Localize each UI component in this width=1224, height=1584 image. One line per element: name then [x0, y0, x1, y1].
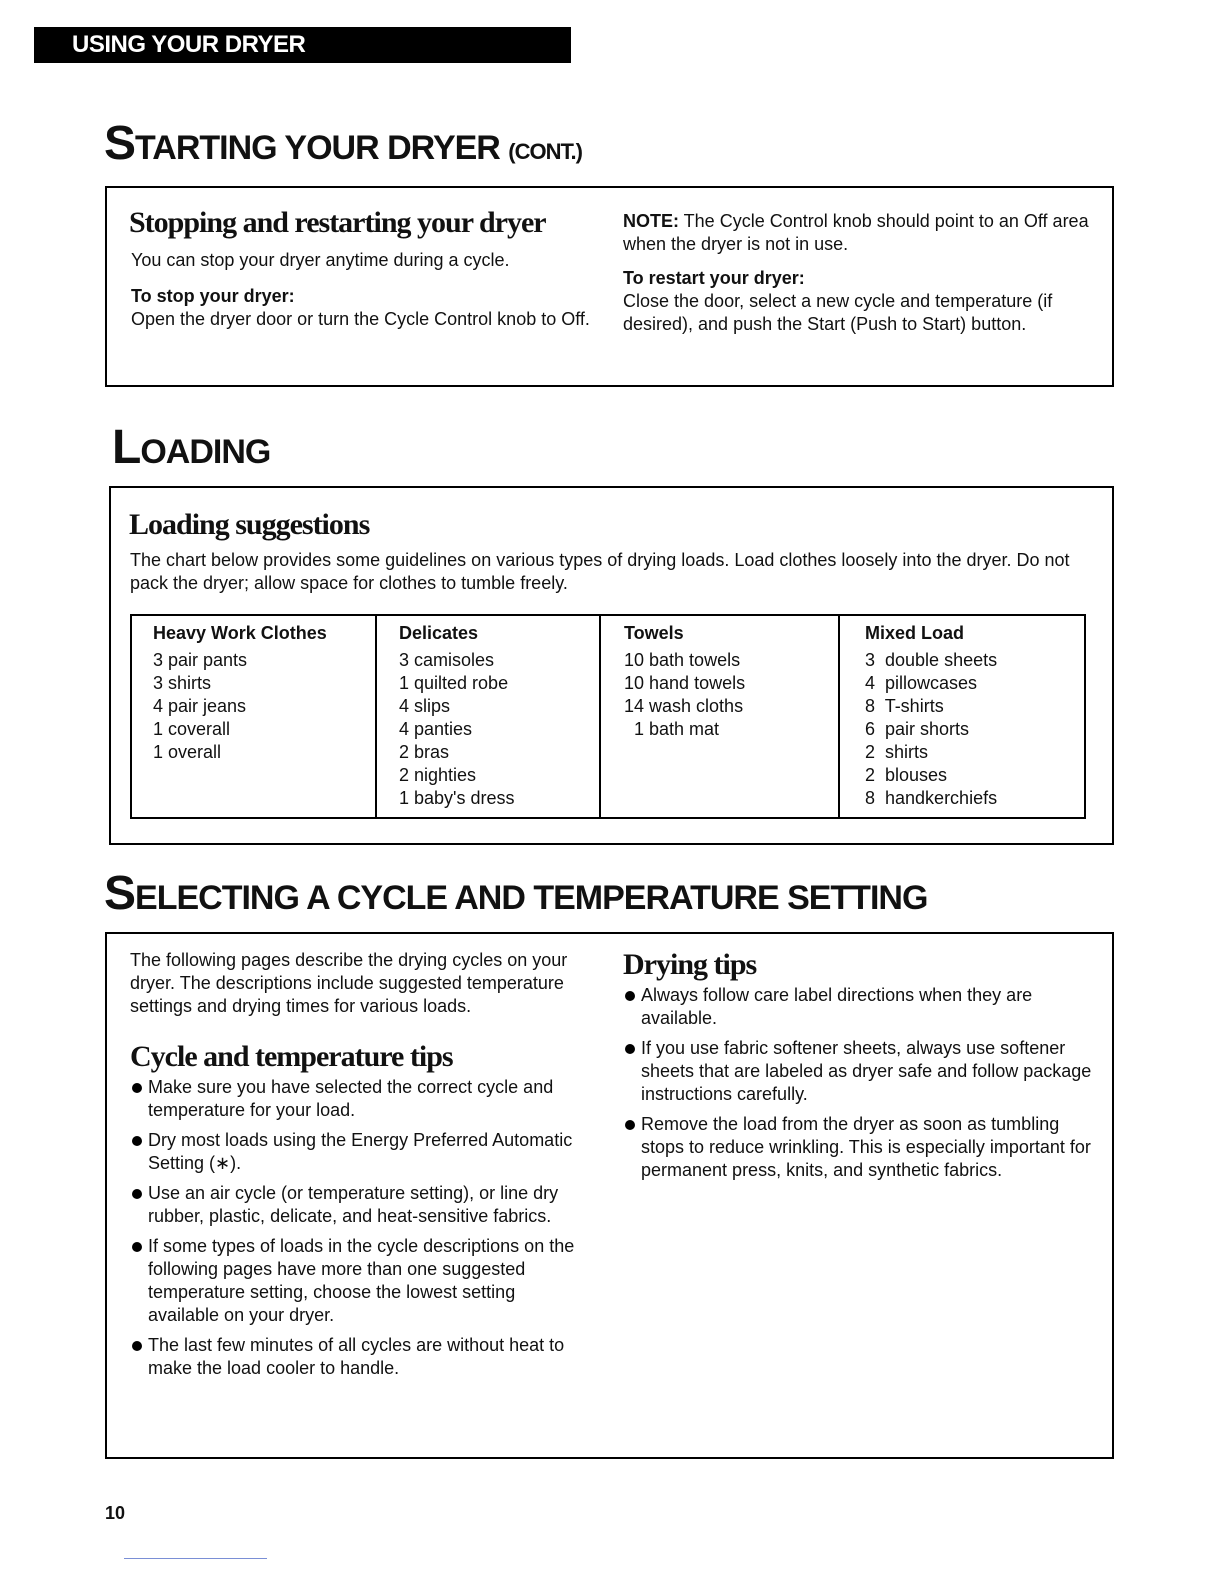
chart-column-delicates — [377, 616, 601, 817]
chart-item: 8 T-shirts — [865, 696, 944, 716]
restart-text: Close the door, select a new cycle and temperature (if desired), and push the Start (Push to Start) button. — [623, 291, 1053, 334]
chart-item: 2 bras — [399, 742, 450, 762]
selecting-box — [105, 932, 1114, 1459]
chart-item: 6 pair shorts — [865, 719, 970, 739]
stopping-left-column — [131, 249, 601, 331]
footer-divider — [124, 1558, 267, 1559]
chart-item: 3 camisoles — [399, 650, 495, 670]
chart-item: 1 overall — [153, 742, 222, 762]
chart-column-mixed-load — [840, 616, 1084, 817]
chart-item: 10 bath towels — [624, 650, 741, 670]
chart-item: 2 shirts — [865, 742, 929, 762]
page-number: 10 — [105, 1503, 126, 1523]
chart-item: 1 baby's dress — [399, 788, 515, 808]
cycle-tips-subhead: Cycle and temperature tips — [130, 1040, 453, 1073]
note-paragraph — [623, 210, 1093, 256]
stop-label: To stop your dryer: — [131, 286, 295, 306]
selecting-left-column — [130, 949, 590, 1387]
drying-tips-subhead: Drying tips — [623, 948, 757, 981]
list-item: If you use fabric softener sheets, always use softener sheets that are labeled as dryer safe and follow package instructions carefully. — [623, 1037, 1093, 1106]
chart-item: 3 pair pants — [153, 650, 248, 670]
drying-tips-list — [623, 984, 1093, 1182]
chart-item: 1 quilted robe — [399, 673, 509, 693]
loading-heading: LOADING — [112, 421, 271, 474]
chart-column-towels — [601, 616, 840, 817]
chart-item: 1 bath mat — [624, 719, 720, 739]
note-label: NOTE: — [623, 211, 679, 231]
stopping-box — [105, 186, 1114, 387]
stopping-intro: You can stop your dryer anytime during a cycle. — [131, 250, 510, 270]
list-item: Make sure you have selected the correct cycle and temperature for your load. — [130, 1076, 590, 1122]
stop-text: Open the dryer door or turn the Cycle Control knob to Off. — [131, 309, 590, 329]
chart-item: 3 shirts — [153, 673, 212, 693]
list-item: If some types of loads in the cycle descriptions on the following pages have more than one suggested temperature setting, choose the lowest setting available on your dryer. — [130, 1235, 590, 1327]
chart-item: 1 coverall — [153, 719, 231, 739]
chart-column-header: Delicates — [399, 623, 479, 643]
chart-item: 3 double sheets — [865, 650, 998, 670]
loading-intro: The chart below provides some guidelines on various types of drying loads. Load clothes loosely into the dryer. Do not pack the dryer; allow space for clothes to tumble freely. — [130, 550, 1070, 593]
selecting-right-column — [623, 948, 1093, 1189]
chart-item: 4 slips — [399, 696, 451, 716]
chart-item: 8 handkerchiefs — [865, 788, 998, 808]
chart-column-header: Heavy Work Clothes — [153, 623, 327, 643]
chart-item: 2 nighties — [399, 765, 477, 785]
chart-item: 10 hand towels — [624, 673, 746, 693]
selecting-heading: SELECTING A CYCLE AND TEMPERATURE SETTING — [104, 867, 928, 920]
chart-item: 2 blouses — [865, 765, 948, 785]
selecting-intro: The following pages describe the drying cycles on your dryer. The descriptions include suggested temperature settings and drying times for various loads. — [130, 950, 568, 1016]
chart-item: 4 pillowcases — [865, 673, 978, 693]
list-item: Dry most loads using the Energy Preferred Automatic Setting (∗). — [130, 1129, 590, 1175]
chart-item: 14 wash cloths — [624, 696, 744, 716]
chart-item: 4 pair jeans — [153, 696, 247, 716]
stopping-right-column — [623, 210, 1093, 336]
starting-heading: STARTING YOUR DRYER (CONT.) — [104, 117, 582, 170]
chart-column-heavy-work — [132, 616, 377, 817]
chart-column-header: Mixed Load — [865, 623, 965, 643]
list-item: The last few minutes of all cycles are without heat to make the load cooler to handle. — [130, 1334, 590, 1380]
restart-label: To restart your dryer: — [623, 268, 805, 288]
loading-chart — [130, 614, 1086, 819]
chart-column-header: Towels — [624, 623, 684, 643]
section-header-text: USING YOUR DRYER — [72, 31, 306, 58]
chart-item: 4 panties — [399, 719, 473, 739]
cycle-tips-list — [130, 1076, 590, 1380]
note-text: The Cycle Control knob should point to an Off area when the dryer is not in use. — [623, 211, 1089, 254]
list-item: Use an air cycle (or temperature setting), or line dry rubber, plastic, delicate, and heat-sensitive fabrics. — [130, 1182, 590, 1228]
loading-subhead: Loading suggestions — [129, 508, 370, 541]
list-item: Remove the load from the dryer as soon as tumbling stops to reduce wrinkling. This is especially important for permanent press, knits, and synthetic fabrics. — [623, 1113, 1093, 1182]
list-item: Always follow care label directions when they are available. — [623, 984, 1093, 1030]
section-header-bar — [34, 27, 571, 63]
stopping-subhead: Stopping and restarting your dryer — [129, 206, 546, 239]
